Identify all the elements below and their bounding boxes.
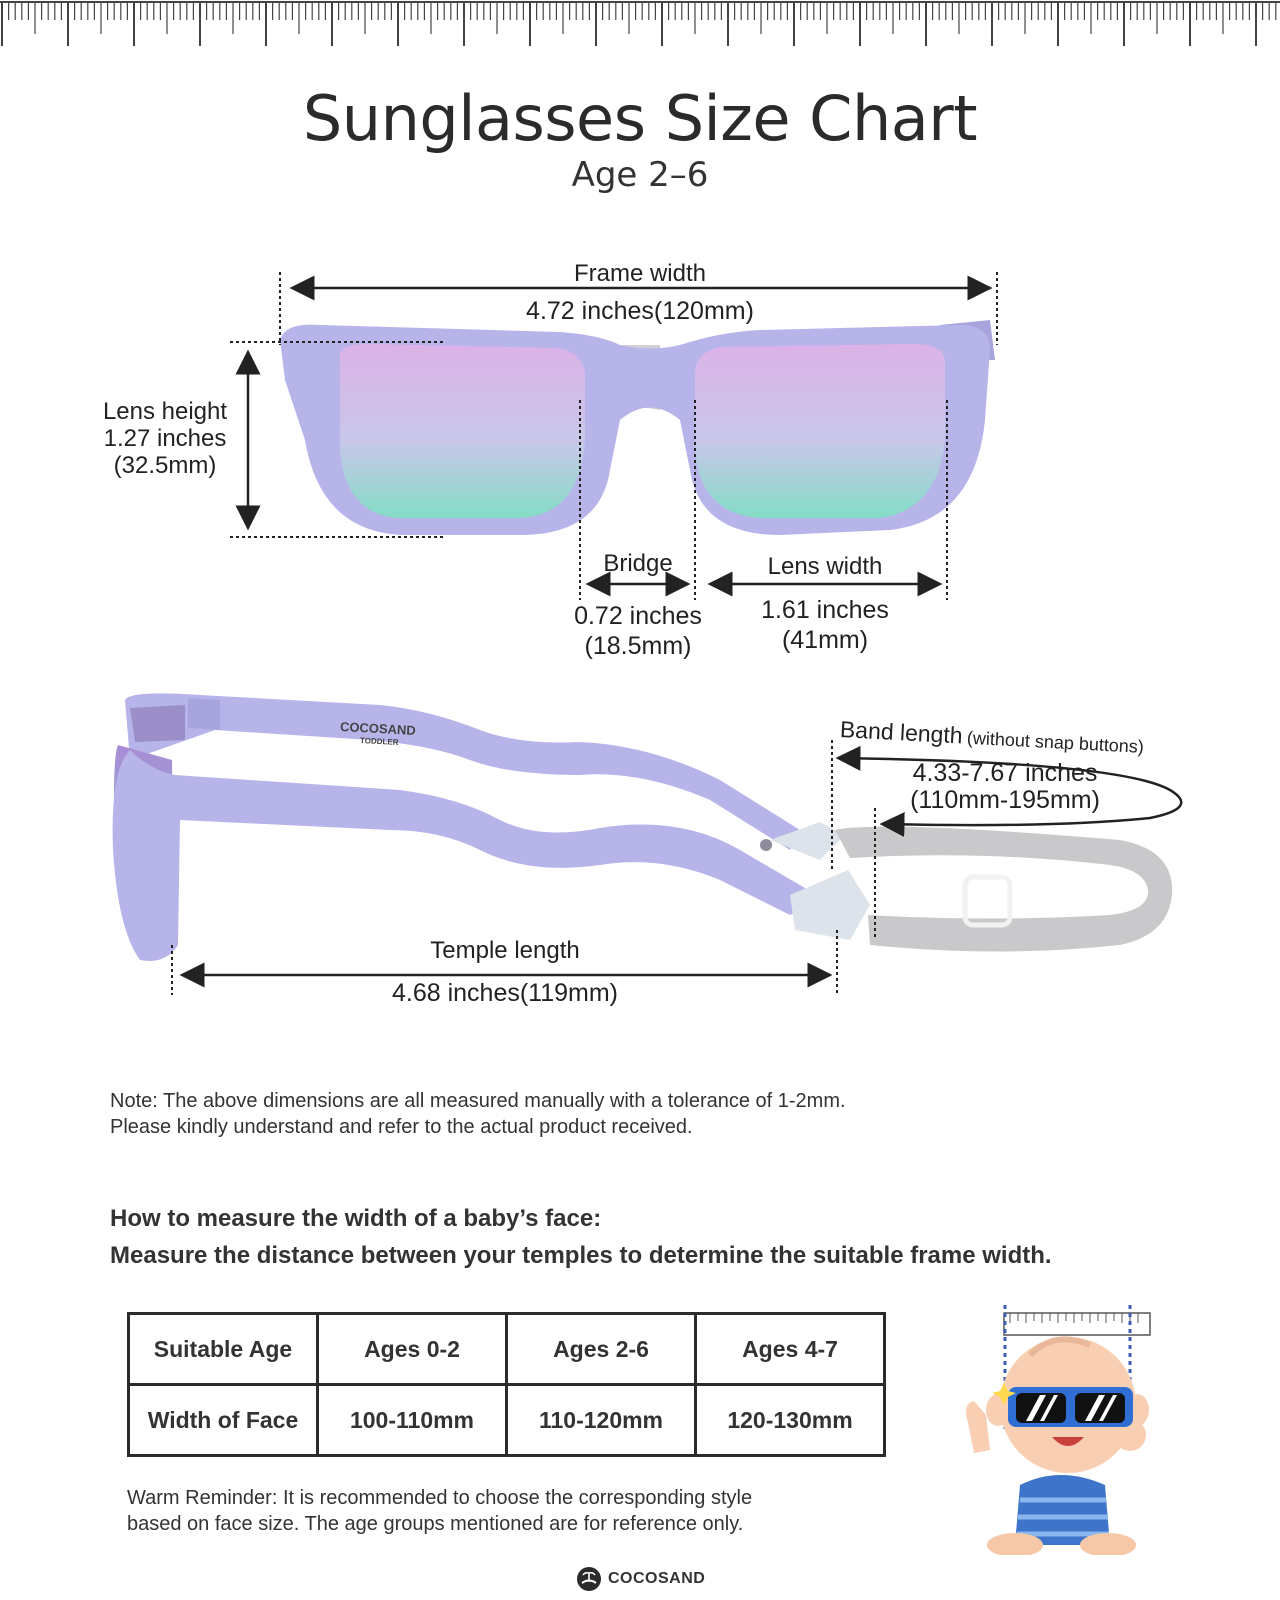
- how-to-line-1: How to measure the width of a baby’s face:: [110, 1205, 602, 1232]
- tolerance-note: [110, 1088, 846, 1140]
- footer-brand: [576, 1566, 705, 1592]
- table-cell: 120-130mm: [696, 1385, 885, 1456]
- note-line-1: Note: The above dimensions are all measured manually with a tolerance of 1-2mm.: [110, 1090, 846, 1112]
- lens-height-mm: (32.5mm): [113, 452, 217, 479]
- reminder-line-1: Warm Reminder: It is recommended to choose the corresponding style: [127, 1487, 753, 1509]
- how-to-line-2: Measure the distance between your temples to determine the suitable frame width.: [110, 1242, 1052, 1269]
- top-lens-edge: [130, 705, 185, 742]
- back-hinge: [188, 698, 220, 730]
- temple-length-label: Temple length: [430, 937, 580, 964]
- table-cell: Ages 0-2: [318, 1314, 507, 1385]
- frame-width-label: Frame width: [573, 260, 707, 287]
- page-subtitle: Age 2–6: [571, 155, 709, 195]
- brand-logo-icon: [576, 1566, 602, 1592]
- lens-height-label: Lens height: [102, 398, 228, 425]
- reminder-line-2: based on face size. The age groups mentioned are for reference only.: [127, 1513, 744, 1535]
- lens-width-mm: (41mm): [781, 626, 869, 654]
- bridge-mm: (18.5mm): [584, 632, 692, 660]
- lens-width-label: Lens width: [767, 553, 883, 580]
- table-row: [129, 1385, 885, 1456]
- page-title: Sunglasses Size Chart: [302, 82, 978, 155]
- table-cell: Ages 4-7: [696, 1314, 885, 1385]
- table-cell: Ages 2-6: [507, 1314, 696, 1385]
- elastic-band: [835, 827, 1172, 952]
- band-adjuster: [965, 877, 1010, 925]
- side-sub-stamp: TODDLER: [359, 735, 399, 748]
- ruler-decoration: [0, 0, 1280, 50]
- baby-illustration: [960, 1305, 1160, 1555]
- right-lens: [695, 344, 945, 518]
- brand-name: COCOSAND: [608, 1570, 706, 1587]
- table-cell: 100-110mm: [318, 1385, 507, 1456]
- lens-width-inches: 1.61 inches: [761, 596, 889, 624]
- lens-height-inches: 1.27 inches: [103, 425, 227, 452]
- size-table: [127, 1312, 886, 1457]
- table-cell: Suitable Age: [129, 1314, 318, 1385]
- band-length-inches: 4.33-7.67 inches: [912, 759, 1098, 787]
- how-to-measure: [110, 1200, 1052, 1274]
- note-line-2: Please kindly understand and refer to the actual product received.: [110, 1116, 693, 1138]
- side-brand-stamp: COCOSAND: [339, 719, 417, 738]
- temple-length-value: 4.68 inches(119mm): [391, 979, 619, 1007]
- band-length-qualifier: (without snap buttons): [966, 727, 1145, 757]
- band-length-label: Band length: [839, 716, 964, 749]
- strap-clip-lower: [790, 870, 870, 940]
- warm-reminder: [127, 1485, 887, 1537]
- bridge-label: Bridge: [603, 550, 673, 577]
- table-row: [129, 1314, 885, 1385]
- frame-width-value: 4.72 inches(120mm): [526, 297, 754, 325]
- bridge-inches: 0.72 inches: [574, 602, 702, 630]
- left-lens: [340, 344, 585, 518]
- table-cell: 110-120mm: [507, 1385, 696, 1456]
- table-cell: Width of Face: [129, 1385, 318, 1456]
- band-length-mm: (110mm-195mm): [910, 786, 1100, 814]
